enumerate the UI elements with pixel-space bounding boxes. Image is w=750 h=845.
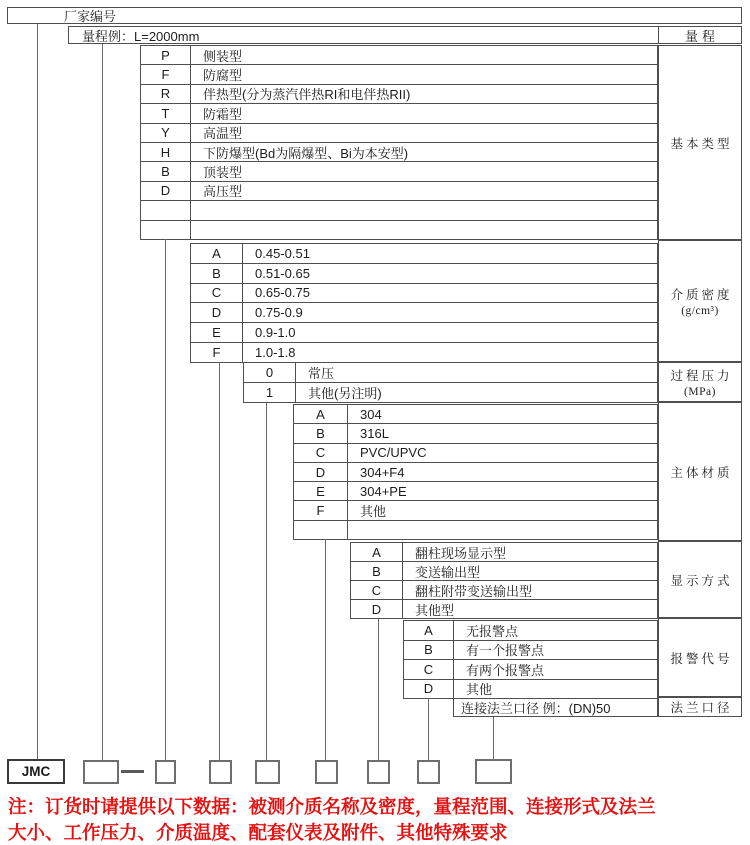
desc-cell xyxy=(348,521,657,539)
desc-cell: 侧装型 xyxy=(203,48,243,64)
desc-cell: 0.51-0.65 xyxy=(255,265,310,281)
table-row xyxy=(141,46,657,65)
alarm-code-table xyxy=(403,620,658,699)
code-cell: F xyxy=(191,343,243,362)
model-prefix-box: JMC xyxy=(7,759,65,784)
group-label-text: 主体材质 xyxy=(670,465,733,480)
code-cell: A xyxy=(351,543,403,561)
desc-cell: 其他 xyxy=(360,504,387,520)
table-row xyxy=(191,343,657,363)
code-cell: B xyxy=(294,424,348,442)
desc-cell: 316L xyxy=(360,425,389,441)
factory-code-label: 厂家编号 xyxy=(64,9,117,24)
model-code-box-pressure xyxy=(315,760,338,784)
code-cell: 1 xyxy=(244,383,296,402)
code-cell: Y xyxy=(141,124,191,142)
table-row xyxy=(191,244,657,264)
code-cell: B xyxy=(141,162,191,180)
code-cell: B xyxy=(351,562,403,580)
table-row xyxy=(141,85,657,104)
connector-line-factory xyxy=(37,24,38,760)
desc-cell: 防霜型 xyxy=(203,106,243,122)
code-cell: D xyxy=(294,463,348,481)
table-row xyxy=(404,660,657,680)
code-cell: R xyxy=(141,85,191,103)
table-row xyxy=(294,521,657,540)
code-cell: D xyxy=(141,182,191,200)
model-code-box-flange xyxy=(475,759,512,784)
desc-cell: 有两个报警点 xyxy=(466,662,545,678)
model-dash xyxy=(121,770,144,773)
pressure-table xyxy=(243,362,658,403)
code-cell: T xyxy=(141,104,191,122)
group-label-text: 过程压力 xyxy=(670,369,733,383)
desc-cell: 翻柱现场显示型 xyxy=(415,545,507,561)
desc-cell: 顶装型 xyxy=(203,165,243,181)
desc-cell: 0.9-1.0 xyxy=(255,325,296,341)
model-code-box-material xyxy=(367,760,390,784)
group-label-alarm-code xyxy=(658,618,742,697)
code-cell: C xyxy=(294,444,348,462)
table-row xyxy=(191,303,657,323)
display-mode-table xyxy=(350,542,658,619)
model-code-box-factory xyxy=(83,760,119,784)
desc-cell: 0.75-0.9 xyxy=(255,305,303,321)
code-cell: F xyxy=(294,501,348,519)
table-row xyxy=(294,482,657,501)
table-row xyxy=(141,143,657,162)
desc-cell: 304 xyxy=(360,406,382,422)
desc-cell: 防腐型 xyxy=(203,68,243,84)
group-label-pressure xyxy=(658,362,742,402)
table-row xyxy=(351,562,657,581)
code-cell: H xyxy=(141,143,191,161)
range-example-cell: 量程例：L=2000mm xyxy=(69,27,659,43)
model-code-box-basic xyxy=(209,760,232,784)
connector-line-range xyxy=(102,44,103,760)
code-cell: D xyxy=(351,600,403,618)
group-label-flange xyxy=(658,697,742,717)
connector-line-display xyxy=(378,618,379,760)
table-row xyxy=(244,383,657,403)
table-row xyxy=(191,264,657,284)
desc-cell: 1.0-1.8 xyxy=(255,344,296,360)
table-row xyxy=(294,444,657,463)
connector-line-flange xyxy=(493,717,494,760)
table-row xyxy=(294,501,657,520)
table-row xyxy=(351,600,657,619)
code-cell: C xyxy=(191,284,243,303)
table-row xyxy=(351,581,657,600)
group-label-text: 基本类型 xyxy=(670,136,733,151)
code-cell: C xyxy=(404,660,454,679)
desc-cell: 304+PE xyxy=(360,483,407,499)
order-note-line2: 大小、工作压力、介质温度、配套仪表及附件、其他特殊要求 xyxy=(8,822,508,843)
desc-cell: 下防爆型(Bd为隔爆型、Bi为本安型) xyxy=(203,145,409,161)
order-note xyxy=(8,794,748,845)
factory-code-box xyxy=(7,7,742,24)
table-row xyxy=(244,363,657,383)
table-row xyxy=(191,284,657,304)
table-row xyxy=(141,221,657,240)
desc-cell: 无报警点 xyxy=(466,623,519,639)
density-table xyxy=(190,243,658,363)
desc-cell: 高温型 xyxy=(203,126,243,142)
table-row xyxy=(141,201,657,220)
table-row xyxy=(404,680,657,700)
desc-cell: 高压型 xyxy=(203,184,243,200)
model-code-box-display xyxy=(417,760,440,784)
table-row xyxy=(191,323,657,343)
desc-cell: 伴热型(分为蒸汽伴热RI和电伴热RII) xyxy=(203,87,411,103)
group-label-material xyxy=(658,402,742,541)
group-label-display-mode xyxy=(658,541,742,618)
code-cell: C xyxy=(351,581,403,599)
code-cell: D xyxy=(191,303,243,322)
table-row xyxy=(294,424,657,443)
order-note-line1: 注：订货时请提供以下数据：被测介质名称及密度，量程范围、连接形式及法兰 xyxy=(8,796,656,817)
desc-cell: 翻柱附带变送输出型 xyxy=(415,583,533,599)
code-cell xyxy=(141,221,191,239)
group-sublabel-text: (MPa) xyxy=(684,386,716,398)
table-row xyxy=(294,405,657,424)
desc-cell: 0.45-0.51 xyxy=(255,245,310,261)
desc-cell: 304+F4 xyxy=(360,464,405,480)
table-row xyxy=(141,65,657,84)
code-cell xyxy=(141,201,191,219)
desc-cell: 变送输出型 xyxy=(415,564,481,580)
code-cell: E xyxy=(294,482,348,500)
table-row xyxy=(141,162,657,181)
group-label-text: 介质密度 xyxy=(670,288,733,302)
table-row xyxy=(404,641,657,661)
code-cell: F xyxy=(141,65,191,83)
desc-cell: 常压 xyxy=(308,366,335,381)
table-row xyxy=(404,621,657,641)
desc-cell: 0.65-0.75 xyxy=(255,285,310,301)
code-cell: 0 xyxy=(244,363,296,382)
range-row xyxy=(68,26,742,44)
table-row xyxy=(141,182,657,201)
group-label-basic-type xyxy=(658,45,742,240)
table-row xyxy=(141,104,657,123)
code-cell: B xyxy=(404,641,454,660)
code-cell: A xyxy=(404,621,454,640)
model-code-box-range xyxy=(155,760,176,784)
table-row xyxy=(141,124,657,143)
material-table xyxy=(293,404,658,540)
connector-line-basic xyxy=(165,239,166,760)
group-label-text: 显示方式 xyxy=(670,573,733,588)
group-label-density xyxy=(658,240,742,362)
desc-cell: 其他 xyxy=(466,682,493,698)
desc-cell: PVC/UPVC xyxy=(360,445,427,461)
code-cell: P xyxy=(141,46,191,64)
desc-cell: 其他型 xyxy=(415,602,455,618)
code-cell: D xyxy=(404,680,454,699)
table-row xyxy=(351,543,657,562)
flange-diameter-row: 连接法兰口径 例：(DN)50 xyxy=(453,698,658,717)
connector-line-density xyxy=(219,362,220,760)
desc-cell: 其他(另注明) xyxy=(308,386,382,401)
desc-cell xyxy=(191,221,657,239)
basic-type-table xyxy=(140,45,658,240)
connector-line-pressure xyxy=(266,402,267,760)
code-cell xyxy=(294,521,348,539)
code-cell: A xyxy=(191,244,243,263)
connector-line-alarm xyxy=(428,698,429,760)
code-cell: B xyxy=(191,264,243,283)
range-label-cell: 量程 xyxy=(684,28,719,44)
desc-cell: 有一个报警点 xyxy=(466,643,545,659)
group-label-text: 法兰口径 xyxy=(670,701,733,715)
code-cell: E xyxy=(191,323,243,342)
group-sublabel-text: (g/cm³) xyxy=(681,305,719,317)
table-row xyxy=(294,463,657,482)
connector-line-material xyxy=(325,539,326,760)
desc-cell xyxy=(191,201,657,219)
group-label-text: 报警代号 xyxy=(670,651,733,666)
code-cell: A xyxy=(294,405,348,423)
model-code-box-density xyxy=(255,760,280,784)
